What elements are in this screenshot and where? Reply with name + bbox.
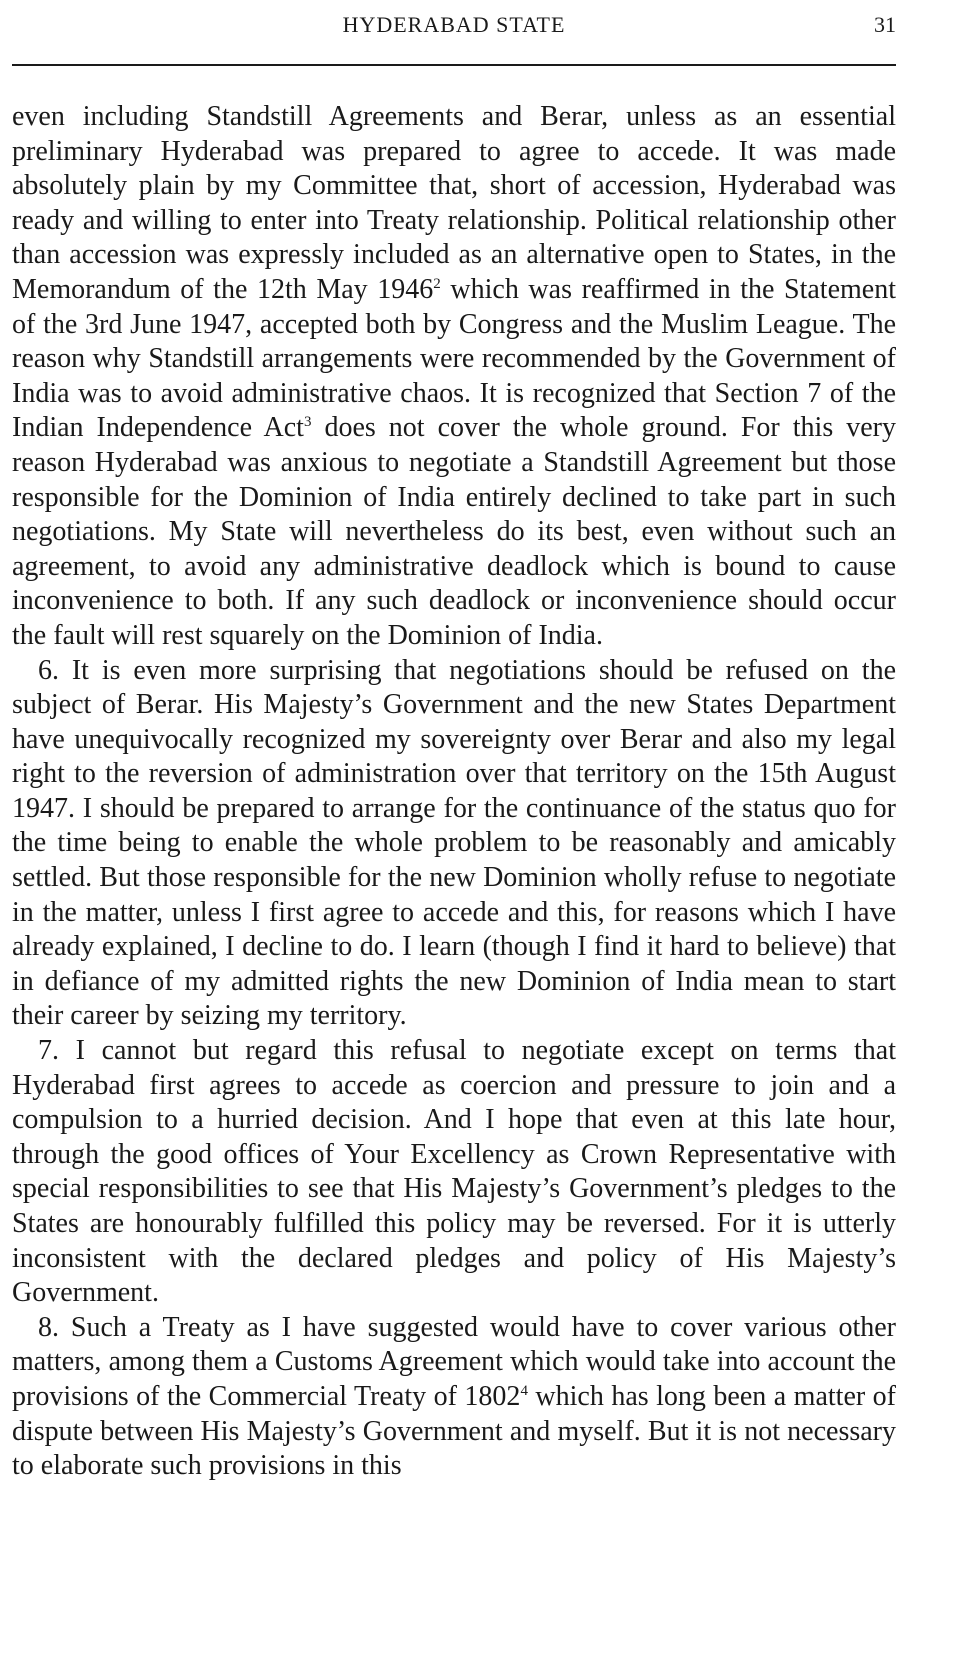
body-text [12,100,896,1484]
header-rule [12,64,896,66]
paragraph-6 [12,654,896,1035]
paragraph-7 [12,1034,896,1311]
footnote-marker: 2 [433,275,441,292]
text-segment: 7. I cannot but regard this refusal to negotiate except on terms that Hyderabad first agrees to accede as coercion and pressure to join and a compulsion to a hurried decision. And I hope that even at this late hour, through the good offices of Your Excellency as Crown Representative with special responsibilities to see that His Majesty’s Government’s pledges to the States are honourably fulfilled this policy may be reversed. For it is utterly inconsistent with the declared pledges and policy of His Majesty’s Government. [12,1035,896,1309]
text-segment: 8. Such a Treaty as I have suggested would have to cover various other matters, among them a Customs Agreement which would take into account the provisions of the Commercial Treaty of 1802 [12,1311,896,1412]
running-title: HYDERABAD STATE [342,12,566,37]
paragraph-8 [12,1311,896,1484]
paragraph-5-continued [12,100,896,654]
running-head [12,8,896,42]
footnote-marker: 4 [520,1382,528,1399]
footnote-marker: 3 [303,414,312,431]
page-number: 31 [874,12,896,37]
text-segment: even including Standstill Agreements and Berar, unless as an essential preliminary Hyderabad was prepared to agree to accede. It was made absolutely plain by my Committee that, short of accession, Hyderabad was ready and willing to enter into Treaty relationship. Political relationship other than accession was expressly included as an alternative open to States, in the Memorandum of the 12th May 1946 [12,101,896,305]
text-segment: which has long been a matter of dispute between His Majesty’s Government and myself. But it is not necessary to elaborate such provisions in this [12,1380,897,1482]
text-segment: which was reaffirmed in the Statement of the 3rd June 1947, accepted both by Congress and the Muslim League. The reason why Standstill arrangements were recommended by the Government of India was to avoid administrative chaos. It is recognized that Section 7 of the Indian Independence Act [12,273,896,444]
text-segment: does not cover the whole ground. For this very reason Hyderabad was anxious to negotiate a Standstill Agreement but those responsible for the Dominion of India entirely declined to take part in such negotiations. My State will nevertheless do its best, even without such an agreement, to avoid any administrative deadlock which is bound to cause inconvenience to both. If any such deadlock or inconvenience should occur the fault will rest squarely on the Dominion of India. [12,412,896,651]
text-segment: 6. It is even more surprising that negotiations should be refused on the subject of Berar. His Majesty’s Government and the new States Department have unequivocally recognized my sovereignty over Berar and also my legal right to the reversion of administration over that territory on the 15th August 1947. I should be prepared to arrange for the continuance of the status quo for the time being to enable the whole problem to be reasonably and amicably settled. But those responsible for the new Dominion wholly refuse to negotiate in the matter, unless I first agree to accede and this, for reasons which I have already explained, I decline to do. I learn (though I find it hard to believe) that in defiance of my admitted rights the new Dominion of India mean to start their career by seizing my territory. [12,654,896,1032]
